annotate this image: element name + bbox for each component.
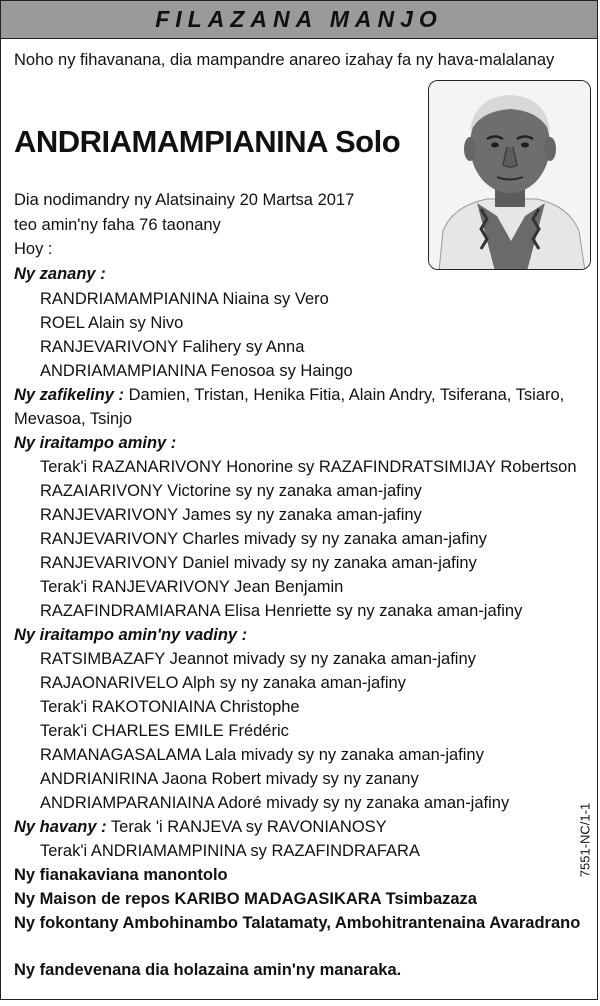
hoy-text: Hoy : [14, 240, 53, 258]
notice-title: FILAZANA MANJO [155, 6, 443, 32]
children-item: ANDRIAMAMPIANINA Fenosoa sy Haingo [40, 362, 353, 380]
funeral-note: Ny fandevenana dia holazaina amin'ny manaraka. [14, 961, 402, 979]
spouse-sibling-item: RATSIMBAZAFY Jeannot mivady sy ny zanaka aman-jafiny [40, 650, 476, 668]
header-bar [1, 1, 597, 39]
reference-code-text: 7551-NC/1-1 [577, 802, 593, 878]
closing-line-fokontany: Ny fokontany Ambohinambo Talatamaty, Ambohitrantenaina Avaradrano [14, 914, 581, 932]
spouse-sibling-item: RAMANAGASALAMA Lala mivady sy ny zanaka aman-jafiny [40, 746, 484, 764]
spouse-siblings-label: Ny iraitampo amin'ny vadiny : [14, 626, 248, 644]
grandchildren-label: Ny zafikeliny : [14, 386, 125, 404]
sibling-item: Terak'i RANJEVARIVONY Jean Benjamin [40, 578, 344, 596]
closing-line-maison: Ny Maison de repos KARIBO MADAGASIKARA Tsimbazaza [14, 890, 477, 908]
relatives-label: Ny havany : [14, 818, 107, 836]
sibling-item: Terak'i RAZANARIVONY Honorine sy RAZAFINDRATSIMIJAY Robertson [40, 458, 577, 476]
relatives-line [14, 817, 387, 838]
deceased-photo [428, 80, 591, 270]
spouse-sibling-item: Terak'i RAKOTONIAINA Christophe [40, 698, 300, 716]
intro-text: Noho ny fihavanana, dia mampandre anareo izahay fa ny hava-malalanay [14, 51, 555, 69]
sibling-item: RANJEVARIVONY James sy ny zanaka aman-jafiny [40, 506, 422, 524]
spouse-sibling-item: Terak'i CHARLES EMILE Frédéric [40, 722, 289, 740]
relatives-text-continued: Terak'i ANDRIAMAMPININA sy RAZAFINDRAFARA [40, 842, 420, 860]
children-item: ROEL Alain sy Nivo [40, 314, 184, 332]
reference-code [575, 800, 595, 880]
death-date-line: Dia nodimandry ny Alatsinainy 20 Martsa 2017 [14, 191, 355, 209]
siblings-label: Ny iraitampo aminy : [14, 434, 177, 452]
spouse-sibling-item: ANDRIANIRINA Jaona Robert mivady sy ny zanany [40, 770, 419, 788]
grandchildren-names-continued: Mevasoa, Tsinjo [14, 410, 133, 428]
children-item: RANJEVARIVONY Falihery sy Anna [40, 338, 305, 356]
sibling-item: RANJEVARIVONY Charles mivady sy ny zanaka aman-jafiny [40, 530, 487, 548]
relatives-text: Terak 'i RANJEVA sy RAVONIANOSY [110, 818, 387, 836]
spouse-sibling-item: RAJAONARIVELO Alph sy ny zanaka aman-jafiny [40, 674, 406, 692]
grandchildren-names: Damien, Tristan, Henika Fitia, Alain Andry, Tsiferana, Tsiaro, [128, 386, 565, 404]
closing-line-family: Ny fianakaviana manontolo [14, 866, 228, 884]
children-label: Ny zanany : [14, 265, 106, 283]
sibling-item: RANJEVARIVONY Daniel mivady sy ny zanaka aman-jafiny [40, 554, 477, 572]
age-line: teo amin'ny faha 76 taonany [14, 216, 221, 234]
spouse-sibling-item: ANDRIAMPARANIAINA Adoré mivady sy ny zanaka aman-jafiny [40, 794, 510, 812]
children-item: RANDRIAMAMPIANINA Niaina sy Vero [40, 290, 329, 308]
portrait-image [429, 81, 591, 270]
deceased-name: ANDRIAMAMPIANINA Solo [14, 124, 401, 159]
sibling-item: RAZAFINDRAMIARANA Elisa Henriette sy ny zanaka aman-jafiny [40, 602, 523, 620]
sibling-item: RAZAIARIVONY Victorine sy ny zanaka aman-jafiny [40, 482, 422, 500]
grandchildren-line [14, 385, 564, 406]
